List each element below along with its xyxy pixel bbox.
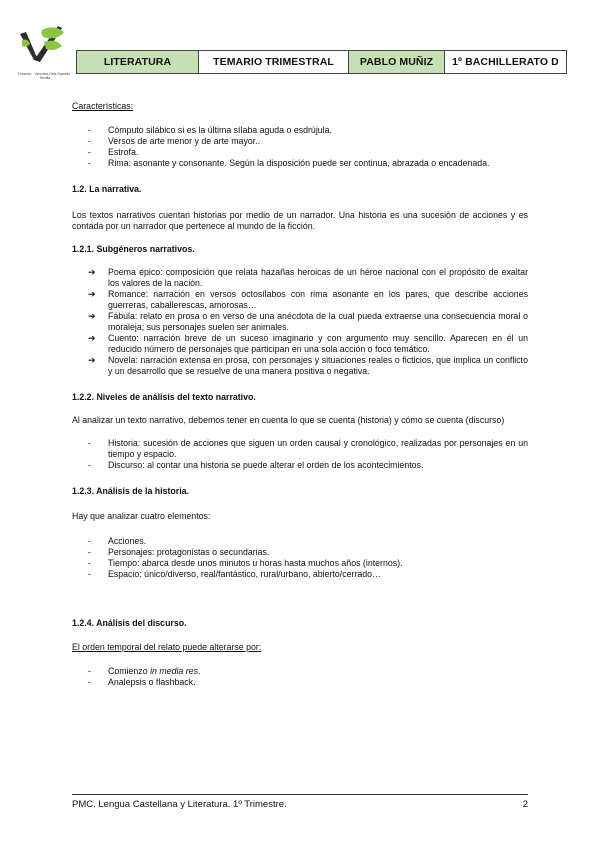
footer-text: PMC. Lengua Castellana y Literatura. 1º Trimestre.	[72, 799, 287, 810]
list-item: - Espacio: único/diverso, real/fantástico, rural/urbano, abierto/cerrado…	[88, 569, 381, 579]
header-temario: TEMARIO TRIMESTRAL	[199, 51, 349, 74]
header-table	[76, 50, 567, 74]
list-item: ➔ Romance: narración en versos octosílabos con rima asonante en los pares, que describe acciones guerreras, caballerescas, amorosas…	[88, 289, 528, 310]
list-item: - Rima: asonante y consonante. Según la disposición puede ser continua, abrazada o encadenada.	[88, 158, 490, 168]
document-body	[72, 101, 528, 688]
caracteristicas-list	[72, 125, 528, 169]
list-item: - Acciones.	[88, 536, 147, 546]
list-item: - Historia: sucesión de acciones que siguen un orden causal y cronológico, realizadas por personajes en un tiempo y espacio.	[88, 438, 528, 459]
list-item: - Versos de arte menor y de arte mayor..	[88, 136, 261, 146]
list-item: - Cómputo silábico si es la última sílaba aguda o esdrújula.	[88, 125, 332, 135]
list-item: ➔ Fábula: relato en prosa o en verso de una anécdota de la cual pueda extraerse una consecuencia moral o moraleja; sus personajes suelen ser animales.	[88, 311, 528, 332]
header-teacher: PABLO MUÑIZ	[349, 51, 445, 74]
logo-icon	[14, 22, 76, 72]
list-item: - Analepsis o flashback.	[88, 677, 196, 687]
caracteristicas-title: Características:	[72, 101, 134, 111]
section-subgeneros-title: 1.2.1. Subgéneros narrativos.	[72, 244, 195, 254]
list-item: - Comienzo in media res.	[88, 666, 201, 676]
niveles-list	[72, 438, 528, 471]
list-item: - Personajes: protagonistas o secundarias.	[88, 547, 270, 557]
historia-list	[72, 536, 528, 580]
list-item: ➔ Poema épico: composición que relata hazañas heroicas de un héroe nacional con el propósito de exaltar los valores de la nación.	[88, 267, 528, 288]
list-item: ➔ Cuento: narración breve de un suceso imaginario y con argumento muy sencillo. Aparecen en él un reducido número de personajes que participan en una sola acción o foco temático.	[88, 333, 528, 354]
section-niveles-title: 1.2.2. Niveles de análisis del texto narrativo.	[72, 392, 256, 402]
list-item: - Estrofa.	[88, 147, 139, 157]
subgeneros-list	[72, 267, 528, 377]
logo-caption: Fomento · Verónica Ortiz Salcedo · Sevilla	[17, 72, 73, 81]
list-item: - Discurso: al contar una historia se puede alterar el orden de los acontecimientos.	[88, 460, 424, 470]
page-number: 2	[522, 799, 528, 810]
section-narrativa-title: 1.2. La narrativa.	[72, 184, 142, 194]
list-item: - Tiempo: abarca desde unos minutos u horas hasta muchos años (internos).	[88, 558, 403, 568]
narrativa-intro: Los textos narrativos cuentan historias por medio de un narrador. Una historia es una sucesión de acciones y es contada por un narrador que pertenece al mundo de la ficción.	[72, 210, 528, 231]
discurso-list	[72, 666, 528, 688]
niveles-intro: Al analizar un texto narrativo, debemos tener en cuenta lo que se cuenta (historia) y cómo se cuenta (discurso)	[72, 415, 505, 425]
header-course: 1º BACHILLERATO D	[445, 51, 567, 74]
header-subject: LITERATURA	[77, 51, 199, 74]
discurso-intro: El orden temporal del relato puede alterarse por:	[72, 642, 262, 652]
page-footer	[72, 794, 528, 810]
historia-intro: Hay que analizar cuatro elementos:	[72, 511, 211, 521]
list-item: ➔ Novela: narración extensa en prosa, con personajes y situaciones reales o ficticios, que implica un conflicto y un desarrollo que se resuelve de una manera positiva o negativa.	[88, 355, 528, 376]
section-historia-title: 1.2.3. Análisis de la historia.	[72, 486, 190, 496]
section-discurso-title: 1.2.4. Análisis del discurso.	[72, 618, 187, 628]
